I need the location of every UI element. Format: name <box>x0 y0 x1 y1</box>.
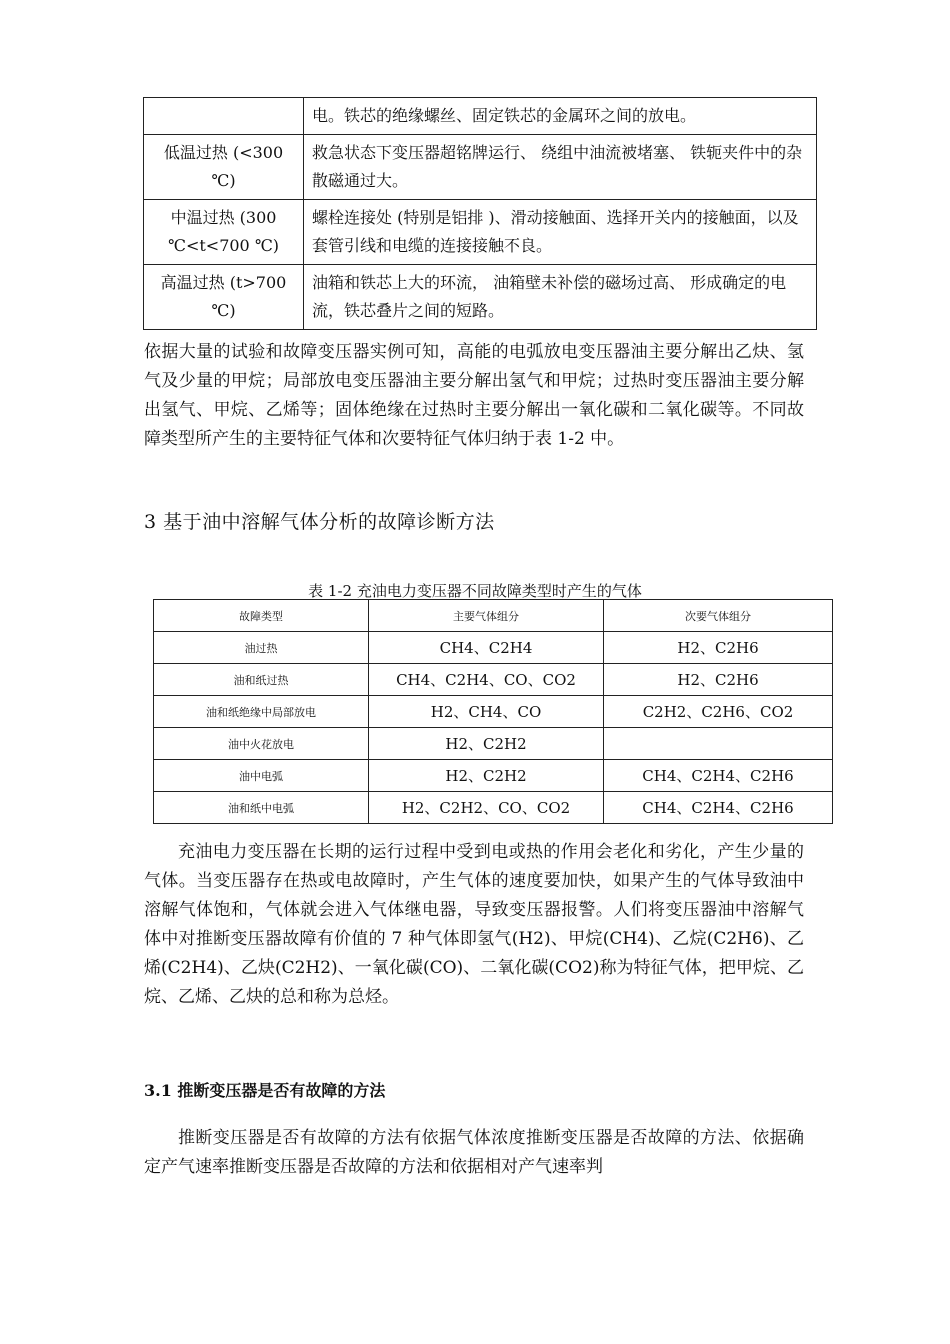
header-main-gas: 主要气体组分 <box>369 600 604 632</box>
table-row <box>154 664 833 696</box>
table-row <box>154 760 833 792</box>
fault-desc-cell: 电。铁芯的绝缘螺丝、固定铁芯的金属环之间的放电。 <box>304 98 817 135</box>
paragraph-fault-judgement: 推断变压器是否有故障的方法有依据气体浓度推断变压器是否故障的方法、依据确定产气速率推断变压器是否故障的方法和依据相对产气速率判 <box>144 1128 804 1177</box>
table-row <box>154 696 833 728</box>
fault-desc-cell: 螺栓连接处 (特别是铝排 )、滑动接触面、选择开关内的接触面，以及套管引线和电缆的连接接触不良。 <box>304 200 817 265</box>
minor-gas-cell: H2、C2H6 <box>604 664 833 696</box>
table-header-row <box>154 600 833 632</box>
table-caption: 表 1-2 充油电力变压器不同故障类型时产生的气体 <box>308 582 642 600</box>
header-minor-gas: 次要气体组分 <box>604 600 833 632</box>
fault-type-cell <box>144 98 304 135</box>
table-row <box>144 265 817 330</box>
fault-type-cell: 中温过热 (300 ℃<t<700 ℃) <box>144 200 304 265</box>
fault-type-cell: 低温过热 (<300 ℃) <box>144 135 304 200</box>
table-row <box>154 632 833 664</box>
fault-type-cell: 油中火花放电 <box>154 728 369 760</box>
gas-component-table <box>153 599 833 824</box>
main-gas-cell: CH4、C2H4、CO、CO2 <box>369 664 604 696</box>
table-row <box>144 98 817 135</box>
header-fault-type: 故障类型 <box>154 600 369 632</box>
fault-type-cell: 油和纸中电弧 <box>154 792 369 824</box>
fault-desc-cell: 救急状态下变压器超铭牌运行、 绕组中油流被堵塞、 铁轭夹件中的杂散磁通过大。 <box>304 135 817 200</box>
fault-description-table <box>143 97 817 330</box>
main-gas-cell: H2、CH4、CO <box>369 696 604 728</box>
fault-type-cell: 高温过热 (t>700 ℃) <box>144 265 304 330</box>
fault-type-cell: 油和纸绝缘中局部放电 <box>154 696 369 728</box>
main-gas-cell: H2、C2H2、CO、CO2 <box>369 792 604 824</box>
main-gas-cell: CH4、C2H4 <box>369 632 604 664</box>
table-row <box>144 200 817 265</box>
minor-gas-cell: C2H2、C2H6、CO2 <box>604 696 833 728</box>
fault-type-cell: 油和纸过热 <box>154 664 369 696</box>
fault-type-cell: 油中电弧 <box>154 760 369 792</box>
table-row <box>144 135 817 200</box>
minor-gas-cell: CH4、C2H4、C2H6 <box>604 760 833 792</box>
fault-desc-cell: 油箱和铁芯上大的环流， 油箱壁未补偿的磁场过高、 形成确定的电流，铁芯叠片之间的短路。 <box>304 265 817 330</box>
section-heading-3-1: 3.1 推断变压器是否有故障的方法 <box>144 1081 386 1100</box>
table-row <box>154 728 833 760</box>
minor-gas-cell: H2、C2H6 <box>604 632 833 664</box>
minor-gas-cell: CH4、C2H4、C2H6 <box>604 792 833 824</box>
table-row <box>154 792 833 824</box>
section-heading-3: 3 基于油中溶解气体分析的故障诊断方法 <box>144 511 495 533</box>
fault-type-cell: 油过热 <box>154 632 369 664</box>
main-gas-cell: H2、C2H2 <box>369 760 604 792</box>
paragraph-gas-decomposition: 依据大量的试验和故障变压器实例可知，高能的电弧放电变压器油主要分解出乙炔、氢气及少量的甲烷；局部放电变压器油主要分解出氢气和甲烷；过热时变压器油主要分解出氢气、甲烷、乙烯等；固体绝缘在过热时主要分解出一氧化碳和二氧化碳等。不同故障类型所产生的主要特征气体和次要特征气体归纳于表 1-2 中。 <box>144 342 804 449</box>
paragraph-characteristic-gases: 充油电力变压器在长期的运行过程中受到电或热的作用会老化和劣化，产生少量的气体。当变压器存在热或电故障时，产生气体的速度要加快，如果产生的气体导致油中溶解气体饱和，气体就会进入气体继电器，导致变压器报警。人们将变压器油中溶解气体中对推断变压器故障有价值的 7 种气体即氢气(H2)、甲烷(CH4)、乙烷(C2H6)、乙烯(C2H4)、乙炔(C2H2)、一氧化碳(CO)、二氧化碳(CO2)称为特征气体，把甲烷、乙烷、乙烯、乙炔的总和称为总烃。 <box>144 842 804 1007</box>
main-gas-cell: H2、C2H2 <box>369 728 604 760</box>
minor-gas-cell <box>604 728 833 760</box>
